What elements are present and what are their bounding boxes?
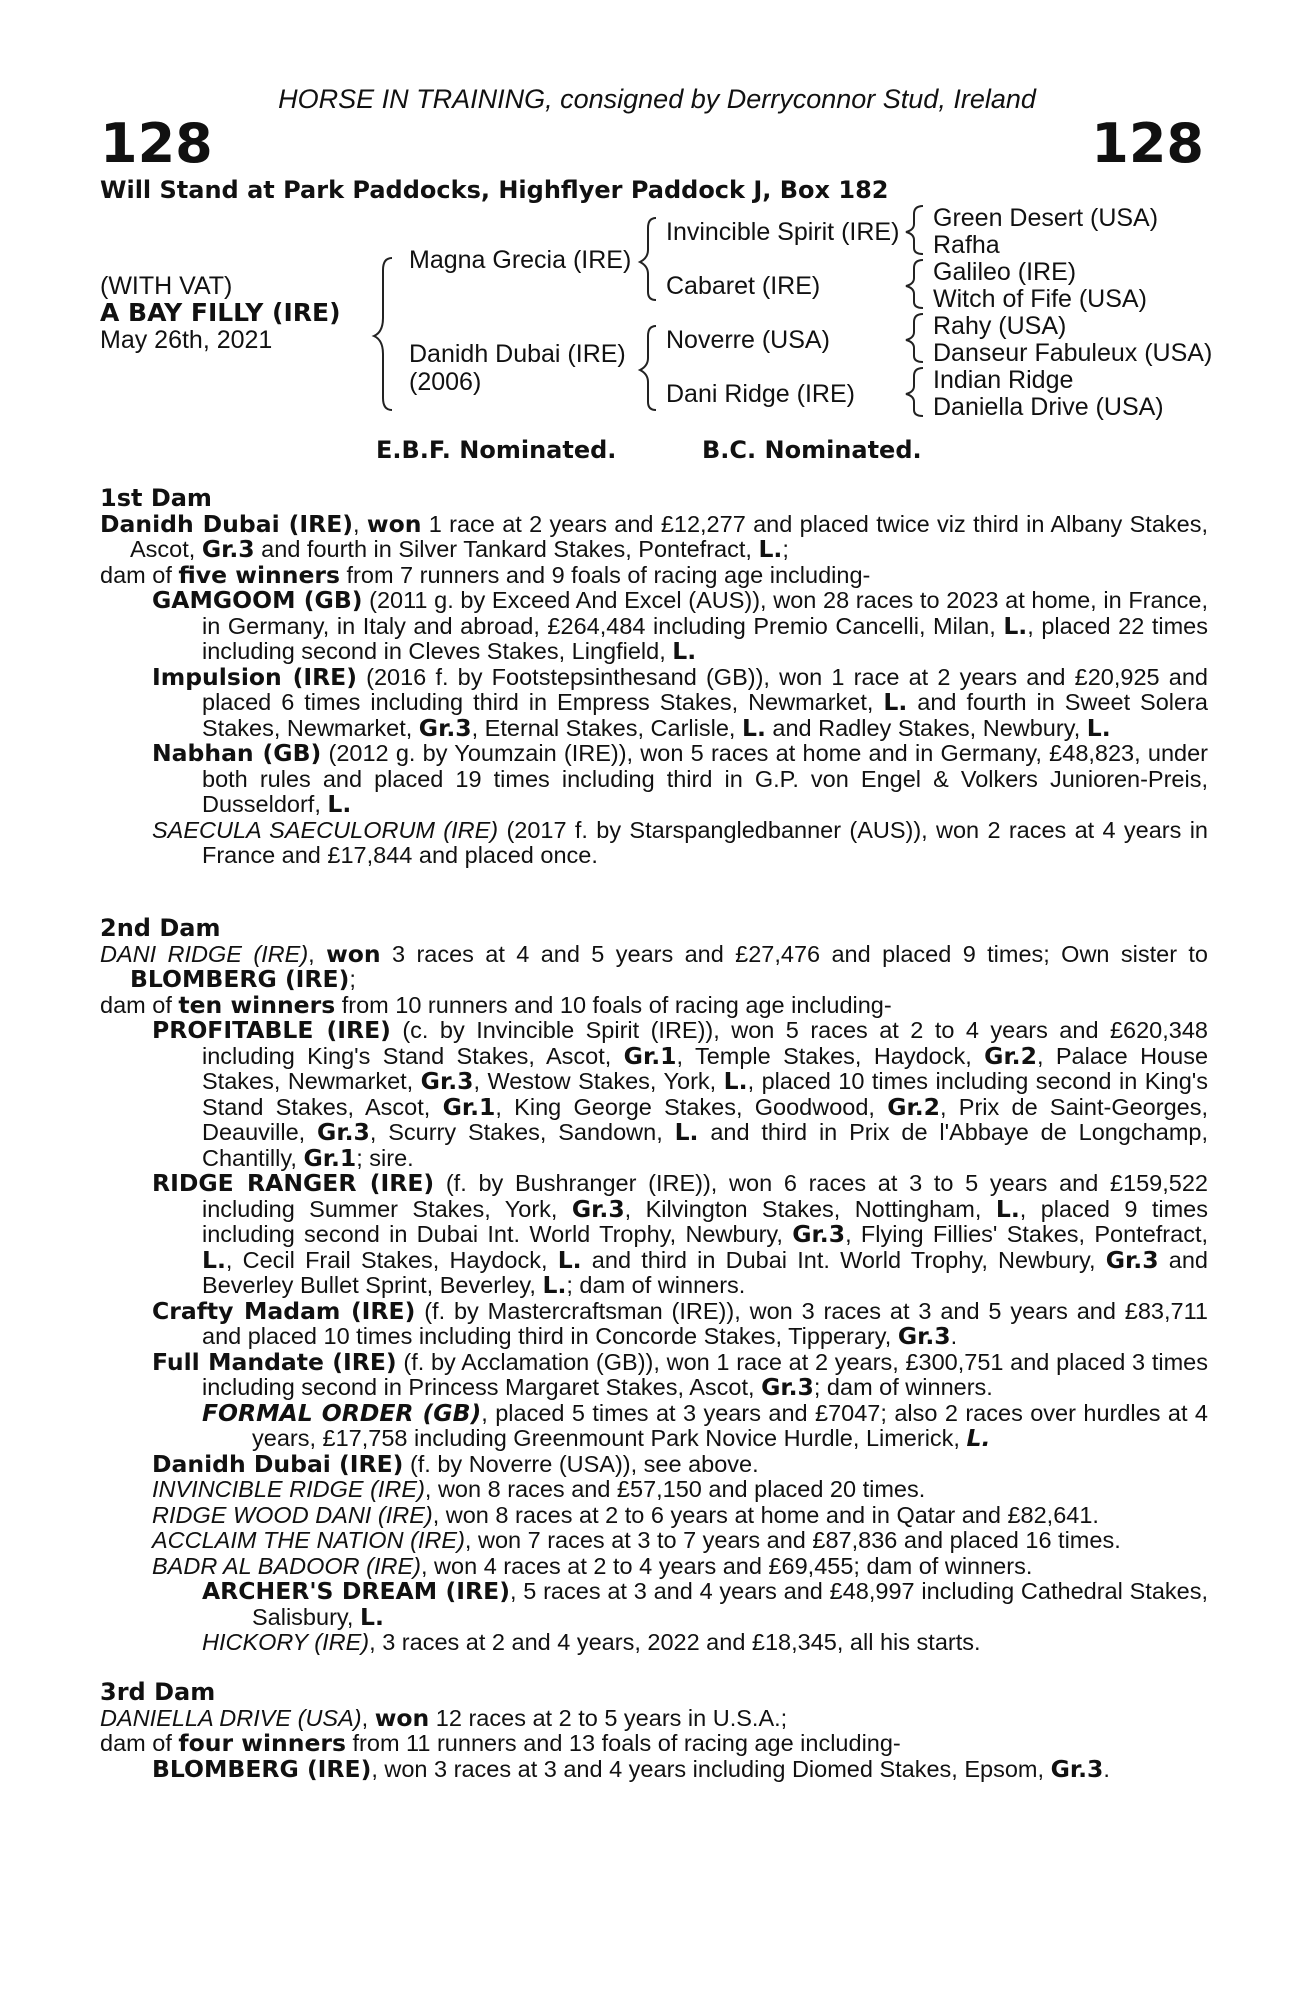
vat-label: (WITH VAT) — [100, 272, 233, 300]
sire-dam-name: Cabaret (IRE) — [666, 272, 821, 300]
ancestor-3: Galileo (IRE) — [933, 258, 1077, 286]
ancestor-1: Green Desert (USA) — [933, 204, 1159, 232]
dam-sire-name: Noverre (USA) — [666, 326, 830, 354]
generation-3-brace-3 — [906, 314, 923, 362]
progeny-entry: GAMGOOM (GB) (2011 g. by Exceed And Excel (AUS)), won 28 races to 2023 at home, in France, in Germany, in Italy and abroad, £264,484 including Premio Cancelli, Milan, L., placed 22 times including second in Cleves Stakes, Lingfield, L. — [152, 586, 1208, 665]
first-dam-section — [100, 486, 1208, 869]
bc-nomination: B.C. Nominated. — [702, 436, 922, 464]
progeny-entry: Crafty Madam (IRE) (f. by Mastercraftsman (IRE)), won 3 races at 3 and 5 years and £83,711 and placed 10 times including third in Concorde Stakes, Tipperary, Gr.3. — [152, 1296, 1208, 1350]
second-dam-produce: dam of ten winners from 10 runners and 10 foals of racing age including- — [100, 990, 892, 1019]
dam-year: (2006) — [409, 368, 482, 396]
progeny-entry: Impulsion (IRE) (2016 f. by Footstepsinthesand (GB)), won 1 race at 2 years and £20,925 and placed 6 times including third in Empress Stakes, Newmarket, L. and fourth in Sweet Solera Stakes, Newmarket, Gr.3, Eternal Stakes, Carlisle, L. and Radley Stakes, Newbury, L. — [152, 662, 1208, 742]
third-dam-section — [100, 1680, 1208, 1782]
horse-name: A BAY FILLY (IRE) — [100, 298, 341, 327]
sire-sire-name: Invincible Spirit (IRE) — [666, 218, 900, 246]
progeny-entry: BADR AL BADOOR (IRE), won 4 races at 2 to 4 years and £69,455; dam of winners. — [152, 1552, 1033, 1579]
generation-3-brace-1 — [906, 206, 923, 254]
generation-2-upper-brace — [640, 218, 656, 300]
third-dam-produce: dam of four winners from 11 runners and 13 foals of racing age including- — [100, 1729, 901, 1757]
ancestor-6: Danseur Fabuleux (USA) — [933, 339, 1213, 367]
lot-number-left: 128 — [100, 112, 213, 175]
first-dam-record: Danidh Dubai (IRE), won 1 race at 2 years and £12,277 and placed twice viz third in Albany Stakes, Ascot, Gr.3 and fourth in Silver Tankard Stakes, Pontefract, L.; — [100, 509, 1208, 563]
first-dam-heading: 1st Dam — [100, 484, 212, 512]
third-dam-record: DANIELLA DRIVE (USA), won 12 races at 2 to 5 years in U.S.A.; — [100, 1703, 788, 1732]
second-dam-record: DANI RIDGE (IRE), won 3 races at 4 and 5 years and £27,476 and placed 9 times; Own sister to BLOMBERG (IRE); — [100, 939, 1208, 993]
grand-progeny-entry: FORMAL ORDER (GB), placed 5 times at 3 years and £7047; also 2 races over hurdles at 4 years, £17,758 including Greenmount Park Novice Hurdle, Limerick, L. — [202, 1398, 1208, 1452]
stand-location: Will Stand at Park Paddocks, Highflyer Paddock J, Box 182 — [100, 176, 889, 204]
progeny-entry: PROFITABLE (IRE) (c. by Invincible Spirit (IRE)), won 5 races at 2 to 4 years and £620,348 including King's Stand Stakes, Ascot, Gr.1, Temple Stakes, Haydock, Gr.2, Palace House Stakes, Newmarket, Gr.3, Westow Stakes, York, L., placed 10 times including second in King's Stand Stakes, Ascot, Gr.1, King George Stakes, Goodwood, Gr.2, Prix de Saint-Georges, Deauville, Gr.3, Scurry Stakes, Sandown, L. and third in Prix de l'Abbaye de Longchamp, Chantilly, Gr.1; sire. — [152, 1016, 1209, 1172]
second-dam-heading: 2nd Dam — [100, 914, 221, 942]
foaling-date: May 26th, 2021 — [100, 326, 273, 354]
progeny-entry: RIDGE RANGER (IRE) (f. by Bushranger (IRE)), won 6 races at 3 to 5 years and £159,522 including Summer Stakes, York, Gr.3, Kilvington Stakes, Nottingham, L., placed 9 times including second in Dubai Int. World Trophy, Newbury, Gr.3, Flying Fillies' Stakes, Pontefract, L., Cecil Frail Stakes, Haydock, L. and third in Dubai Int. World Trophy, Newbury, Gr.3 and Beverley Bullet Sprint, Beverley, L.; dam of winners. — [152, 1169, 1208, 1299]
progeny-entry: Nabhan (GB) (2012 g. by Youmzain (IRE)), won 5 races at home and in Germany, £48,823, under both rules and placed 19 times including third in G.P. von Engel & Volkers Junioren-Preis, Dusseldorf, L. — [152, 739, 1209, 818]
second-dam-section — [100, 916, 1208, 1656]
dam-dam-name: Dani Ridge (IRE) — [666, 380, 855, 408]
grand-progeny-entry: HICKORY (IRE), 3 races at 2 and 4 years, 2022 and £18,345, all his starts. — [202, 1629, 981, 1655]
generation-3-brace-4 — [906, 368, 923, 416]
progeny-entry: BLOMBERG (IRE), won 3 races at 3 and 4 years including Diomed Stakes, Epsom, Gr.3. — [152, 1754, 1110, 1783]
progeny-entry: RIDGE WOOD DANI (IRE), won 8 races at 2 to 6 years at home and in Qatar and £82,641. — [152, 1501, 1099, 1528]
ancestor-7: Indian Ridge — [933, 366, 1074, 394]
ancestor-8: Daniella Drive (USA) — [933, 393, 1164, 421]
progeny-entry: INVINCIBLE RIDGE (IRE), won 8 races and £57,150 and placed 20 times. — [152, 1476, 926, 1502]
ancestor-2: Rafha — [933, 231, 1000, 259]
ancestor-5: Rahy (USA) — [933, 312, 1067, 340]
ebf-nomination: E.B.F. Nominated. — [376, 436, 617, 464]
progeny-entry: Full Mandate (IRE) (f. by Acclamation (GB)), won 1 race at 2 years, £300,751 and placed 3 times including second in Princess Margaret Stakes, Ascot, Gr.3; dam of winners. — [152, 1347, 1208, 1401]
generation-2-lower-brace — [640, 326, 656, 410]
consignment-line: HORSE IN TRAINING, consigned by Derryconnor Stud, Ireland — [278, 84, 1036, 114]
dam-name: Danidh Dubai (IRE) — [409, 340, 626, 368]
generation-3-brace-2 — [906, 260, 923, 308]
progeny-entry: Danidh Dubai (IRE) (f. by Noverre (USA)), see above. — [152, 1449, 759, 1478]
sire-name: Magna Grecia (IRE) — [409, 246, 632, 274]
first-dam-produce: dam of five winners from 7 runners and 9 foals of racing age including- — [100, 560, 871, 589]
third-dam-heading: 3rd Dam — [100, 1678, 216, 1706]
grand-progeny-entry: ARCHER'S DREAM (IRE), 5 races at 3 and 4 years and £48,997 including Cathedral Stakes, Salisbury, L. — [202, 1577, 1208, 1631]
generation-1-brace — [374, 258, 392, 410]
progeny-entry: ACCLAIM THE NATION (IRE), won 7 races at 3 to 7 years and £87,836 and placed 16 times. — [152, 1527, 1121, 1553]
lot-number-right: 128 — [1091, 112, 1204, 175]
ancestor-4: Witch of Fife (USA) — [933, 285, 1147, 313]
progeny-entry: SAECULA SAECULORUM (IRE) (2017 f. by Starspangledbanner (AUS)), won 2 races at 4 years in France and £17,844 and placed once. — [152, 816, 1208, 868]
